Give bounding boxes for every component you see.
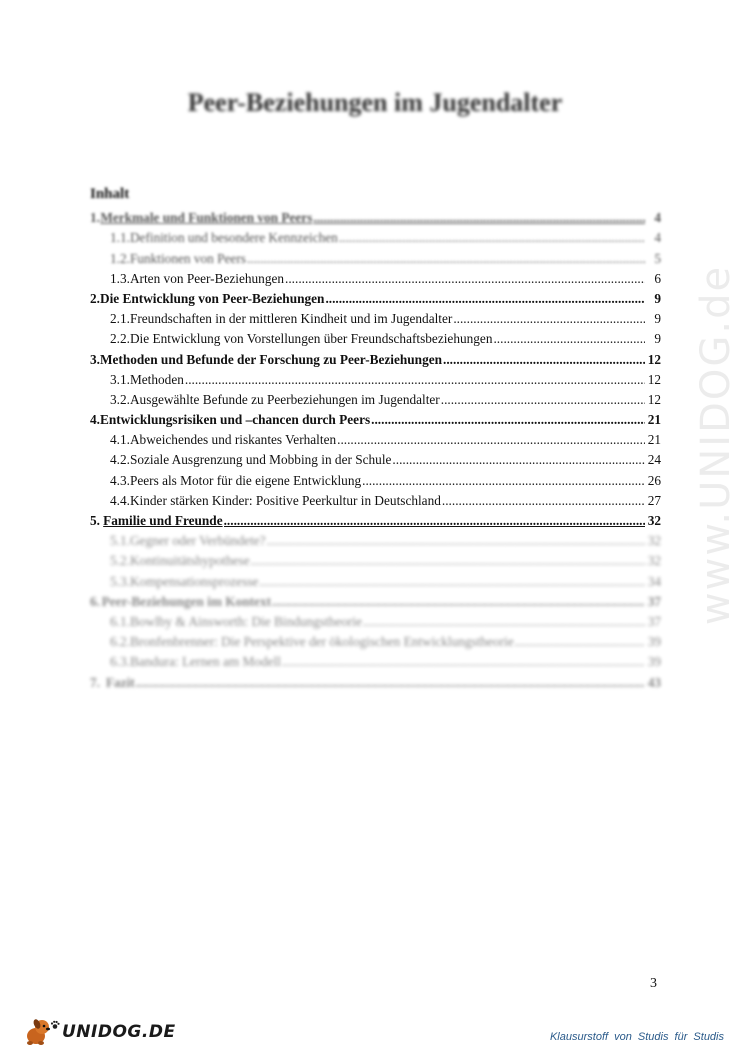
toc-entry-page: 27 <box>647 492 661 508</box>
toc-dot-leader <box>443 352 645 368</box>
toc-heading: Inhalt <box>90 186 130 202</box>
toc-entry-label: Funktionen von Peers <box>129 250 246 266</box>
toc-entry[interactable] <box>90 670 661 690</box>
toc-dot-leader <box>337 432 645 448</box>
unidog-logo[interactable] <box>22 1016 176 1048</box>
toc-entry-page: 12 <box>647 371 661 387</box>
toc-entry-label: Peer-Beziehungen im Kontext <box>101 593 272 609</box>
watermark: www.UNIDOG.de <box>693 264 739 626</box>
toc-entry-page: 39 <box>647 654 661 670</box>
toc-entry-page: 37 <box>647 593 661 609</box>
toc-dot-leader <box>224 513 645 529</box>
toc-entry-page: 26 <box>647 472 661 488</box>
toc-entry-number: 1.3. <box>110 270 130 286</box>
toc-entry-page: 4 <box>654 230 661 246</box>
toc-entry-number: 5. <box>90 513 100 528</box>
toc-entry[interactable] <box>90 529 661 549</box>
toc-entry-page: 34 <box>647 573 661 589</box>
toc-entry-label: Fazit <box>105 674 135 690</box>
toc-dot-leader <box>392 452 645 468</box>
toc-entry-label: Kinder stärken Kinder: Positive Peerkultur in Deutschland <box>129 492 441 508</box>
toc-entry[interactable] <box>90 468 661 488</box>
table-of-contents <box>90 206 661 691</box>
toc-entry[interactable] <box>90 408 661 428</box>
toc-entry[interactable] <box>90 368 661 388</box>
toc-entry-number: 6.2. <box>110 634 130 650</box>
toc-dot-leader <box>251 553 645 569</box>
toc-entry[interactable] <box>90 226 661 246</box>
toc-entry-number: 5.3. <box>110 573 130 589</box>
toc-entry[interactable] <box>90 489 661 509</box>
toc-dot-leader <box>453 311 645 327</box>
toc-entry[interactable] <box>90 590 661 610</box>
toc-entry-page: 32 <box>647 553 661 569</box>
toc-entry-label: Merkmale und Funktionen von Peers <box>100 210 313 226</box>
toc-dot-leader <box>285 271 645 287</box>
toc-entry-page: 12 <box>647 391 661 407</box>
footer-tagline: Klausurstoff von Studis für Studis <box>549 1031 724 1043</box>
toc-entry-number: 5.1. <box>110 533 130 549</box>
toc-dot-leader <box>371 412 645 428</box>
paw-icon <box>50 1020 60 1030</box>
toc-entry-number: 6.3. <box>110 654 130 670</box>
toc-entry[interactable] <box>90 307 661 327</box>
toc-entry-number: 5.2. <box>110 553 130 569</box>
toc-entry-page: 24 <box>647 452 661 468</box>
toc-entry-label: Freundschaften in der mittleren Kindheit und im Jugendalter <box>129 311 453 327</box>
document-title: Peer-Beziehungen im Jugendalter <box>187 88 563 117</box>
toc-entry-label: Kompensationsprozesse <box>129 573 259 589</box>
toc-entry[interactable] <box>90 549 661 569</box>
toc-dot-leader <box>493 331 645 347</box>
toc-entry-label: Ausgewählte Befunde zu Peerbeziehungen im Jugendalter <box>129 391 440 407</box>
toc-entry-number: 6. <box>90 593 100 609</box>
toc-entry-page: 43 <box>647 674 661 690</box>
toc-dot-leader <box>441 392 645 408</box>
toc-entry-label: Abweichendes und riskantes Verhalten <box>129 432 337 448</box>
toc-dot-leader <box>339 230 645 246</box>
toc-entry-number: 2.1. <box>110 311 130 327</box>
toc-entry[interactable] <box>90 448 661 468</box>
toc-entry-number: 2. <box>90 290 100 306</box>
toc-entry-number: 4.2. <box>110 452 130 468</box>
toc-dot-leader <box>267 533 645 549</box>
toc-entry-page: 39 <box>647 634 661 650</box>
toc-entry[interactable] <box>90 327 661 347</box>
toc-entry-label: Methoden und Befunde der Forschung zu Peer-Beziehungen <box>99 351 443 367</box>
toc-entry-number: 3.1. <box>110 371 130 387</box>
page-number: 3 <box>650 976 657 991</box>
toc-dot-leader <box>272 594 645 610</box>
toc-entry-number: 4.4. <box>110 492 130 508</box>
toc-entry[interactable] <box>90 246 661 266</box>
toc-entry[interactable] <box>90 287 661 307</box>
toc-entry-label: Peers als Motor für die eigene Entwicklung <box>129 472 362 488</box>
toc-dot-leader <box>362 473 645 489</box>
toc-entry[interactable] <box>90 630 661 650</box>
toc-entry-label: Bronfenbrenner: Die Perspektive der ökologischen Entwicklungstheorie <box>129 634 514 650</box>
toc-entry-number: 7. <box>90 674 100 690</box>
toc-dot-leader <box>325 291 645 307</box>
toc-entry[interactable] <box>90 610 661 630</box>
toc-entry-number: 2.2. <box>110 331 130 347</box>
toc-entry-page: 9 <box>654 311 661 327</box>
toc-entry-label: Kontinuitätshypothese <box>129 553 250 569</box>
toc-entry[interactable] <box>90 569 661 589</box>
toc-entry-page: 21 <box>647 412 661 428</box>
toc-entry-label: Bowlby & Ainsworth: Die Bindungstheorie <box>129 613 362 629</box>
toc-entry-page: 5 <box>654 250 661 266</box>
toc-entry-page: 32 <box>647 533 661 549</box>
toc-entry-label: Gegner oder Verbündete? <box>129 533 266 549</box>
toc-entry-number: 4. <box>90 412 100 428</box>
toc-entry[interactable] <box>90 206 661 226</box>
toc-entry-page: 9 <box>654 290 661 306</box>
toc-entry[interactable] <box>90 347 661 367</box>
toc-entry-label: Entwicklungsrisiken und –chancen durch Peers <box>99 412 371 428</box>
toc-entry-number: 3. <box>90 351 100 367</box>
toc-entry-page: 37 <box>647 613 661 629</box>
toc-dot-leader <box>136 675 645 691</box>
toc-entry-number: 3.2. <box>110 391 130 407</box>
toc-entry-label: Die Entwicklung von Vorstellungen über Freundschaftsbeziehungen <box>129 331 493 347</box>
toc-dot-leader <box>363 614 645 630</box>
toc-dot-leader <box>515 634 645 650</box>
toc-entry-number: 4.1. <box>110 432 130 448</box>
toc-entry-number: 1.2. <box>110 250 130 266</box>
toc-entry-label: Die Entwicklung von Peer-Beziehungen <box>99 290 325 306</box>
toc-entry[interactable] <box>90 267 661 287</box>
toc-entry-label: Methoden <box>129 371 184 387</box>
toc-entry[interactable] <box>90 388 661 408</box>
toc-entry-number: 6.1. <box>110 613 130 629</box>
toc-entry-page: 12 <box>647 351 661 367</box>
toc-entry-page: 9 <box>654 331 661 347</box>
toc-dot-leader <box>259 574 645 590</box>
toc-entry-label: Arten von Peer-Beziehungen <box>129 270 285 286</box>
toc-entry-page: 4 <box>654 210 661 226</box>
toc-entry-number: 1. <box>90 210 100 226</box>
toc-entry[interactable] <box>90 509 661 529</box>
toc-entry[interactable] <box>90 650 661 670</box>
toc-dot-leader <box>442 493 645 509</box>
logo-text: UNIDOG.DE <box>62 1022 176 1042</box>
toc-entry-page: 21 <box>647 432 661 448</box>
toc-dot-leader <box>185 372 645 388</box>
toc-dot-leader <box>247 251 645 267</box>
toc-entry-number: 4.3. <box>110 472 130 488</box>
toc-dot-leader <box>313 210 645 226</box>
toc-dot-leader <box>282 654 645 670</box>
toc-entry-label: Definition und besondere Kennzeichen <box>129 230 338 246</box>
toc-entry-page: 6 <box>654 270 661 286</box>
toc-entry-label: Bandura: Lernen am Modell <box>129 654 281 670</box>
toc-entry-label: Soziale Ausgrenzung und Mobbing in der Schule <box>129 452 392 468</box>
toc-entry-label: Familie und Freunde <box>103 513 223 528</box>
toc-entry[interactable] <box>90 428 661 448</box>
toc-entry-number: 1.1. <box>110 230 130 246</box>
toc-entry-page: 32 <box>647 513 661 528</box>
